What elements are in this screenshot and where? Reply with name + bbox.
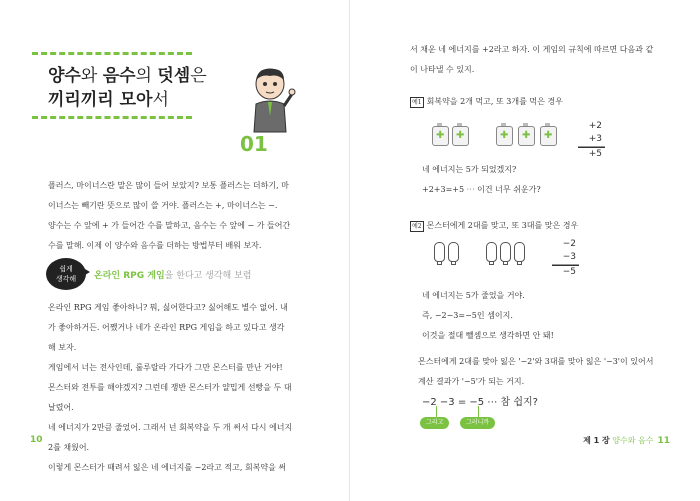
example1-stack: +2 +3 +5 <box>578 120 605 161</box>
intro-paragraph: 플러스, 마이너스란 말은 많이 들어 보았지? 보통 플러스는 더하기, 마 이너스는 빼기란 뜻으로 많이 쓸 거야. 플러스는 +, 마이너스는 −. 양수는 수 앞에 + 가 들어간 수를 말하고, 음수는 수 앞에 − 가 들어간 수를 말해. 이제 이 양수와 음수를 더하는 방법부터 배워 보자. <box>48 181 291 250</box>
example1-title: 예1 회복약을 2개 먹고, 또 3개를 먹은 경우 <box>412 97 563 106</box>
example2-stack: −2 −3 −5 <box>552 238 579 279</box>
pill-label-so: 그러니까 <box>460 417 495 429</box>
bulb-icon <box>514 242 525 262</box>
bulb-icon <box>434 242 445 262</box>
potion-icon: ✚ <box>432 126 449 146</box>
section-number: 01 <box>240 132 268 156</box>
potion-icon: ✚ <box>496 126 513 146</box>
equation-line: −2 −3 = −5 ⋯ 참 쉽지? <box>422 397 538 408</box>
title-dash-top <box>32 52 192 55</box>
example2-text: 네 에너지는 5가 줄었을 거야. 즉, −2−3=−5인 셈이지. 이것을 절대 뺄셈으로 생각하면 안 돼! <box>422 291 554 340</box>
page-number-left: 10 <box>30 435 43 445</box>
right-bottom-paragraph: 몬스터에게 2대를 맞아 잃은 '−2'와 3대를 맞아 잃은 '−3'이 있어서 계산 결과가 '−5'가 되는 거지. <box>418 357 654 386</box>
bulb-icon <box>486 242 497 262</box>
title-dash-bottom <box>32 116 192 119</box>
chapter-title: 양수와 음수의 덧셈은 끼리끼리 모아서 <box>48 66 207 110</box>
page-spine <box>349 0 350 501</box>
section-subheading: 온라인 RPG 게임을 한다고 생각해 보렴 <box>94 271 252 281</box>
speech-badge-tail <box>80 266 90 278</box>
right-top-paragraph: 서 채운 네 에너지를 +2라고 하자. 이 게임의 규칙에 따르면 다음과 같 이 나타낼 수 있지. <box>410 45 654 74</box>
speech-badge: 쉽게 생각해 <box>46 258 86 290</box>
footer-right: 제 1 장 양수와 음수 11 <box>583 436 670 446</box>
potion-icon: ✚ <box>518 126 535 146</box>
example1-text: 네 에너지는 5가 되었겠지? +2+3=+5 ⋯ 이건 너무 쉬운가? <box>422 165 541 194</box>
connector-line <box>436 406 437 417</box>
potion-icon: ✚ <box>540 126 557 146</box>
page-number-right: 11 <box>657 436 670 446</box>
bulb-icon <box>500 242 511 262</box>
potion-icon: ✚ <box>452 126 469 146</box>
pill-label-and: 그리고 <box>420 417 449 429</box>
bulb-icon <box>448 242 459 262</box>
connector-line <box>478 406 479 417</box>
example2-title: 예2 몬스터에게 2대를 맞고, 또 3대를 맞은 경우 <box>412 221 579 230</box>
body-paragraph: 온라인 RPG 게임 좋아하니? 뭐, 싫어한다고? 싫어해도 별수 없어. 내 가 좋아하거든. 어쨌거나 네가 온라인 RPG 게임을 하고 있다고 생각 해 보자. 게임에서 너는 전사인데, 룰루랄라 가다가 그만 몬스터를 만난 거야! 몬스터와 전투를 해야겠지? 그런데 쟁반 몬스터가 얄밉게 선빵을 두 대 날렸어. 네 에너지가 2만큼 줄었어. 그래서 넌 회복약을 두 개 써서 다시 에너지 2를 채웠어. 이렇게 몬스터가 때려서 잃은 네 에너지를 −2라고 적고, 회복약을 써 <box>48 303 293 472</box>
character-illustration <box>240 66 300 136</box>
